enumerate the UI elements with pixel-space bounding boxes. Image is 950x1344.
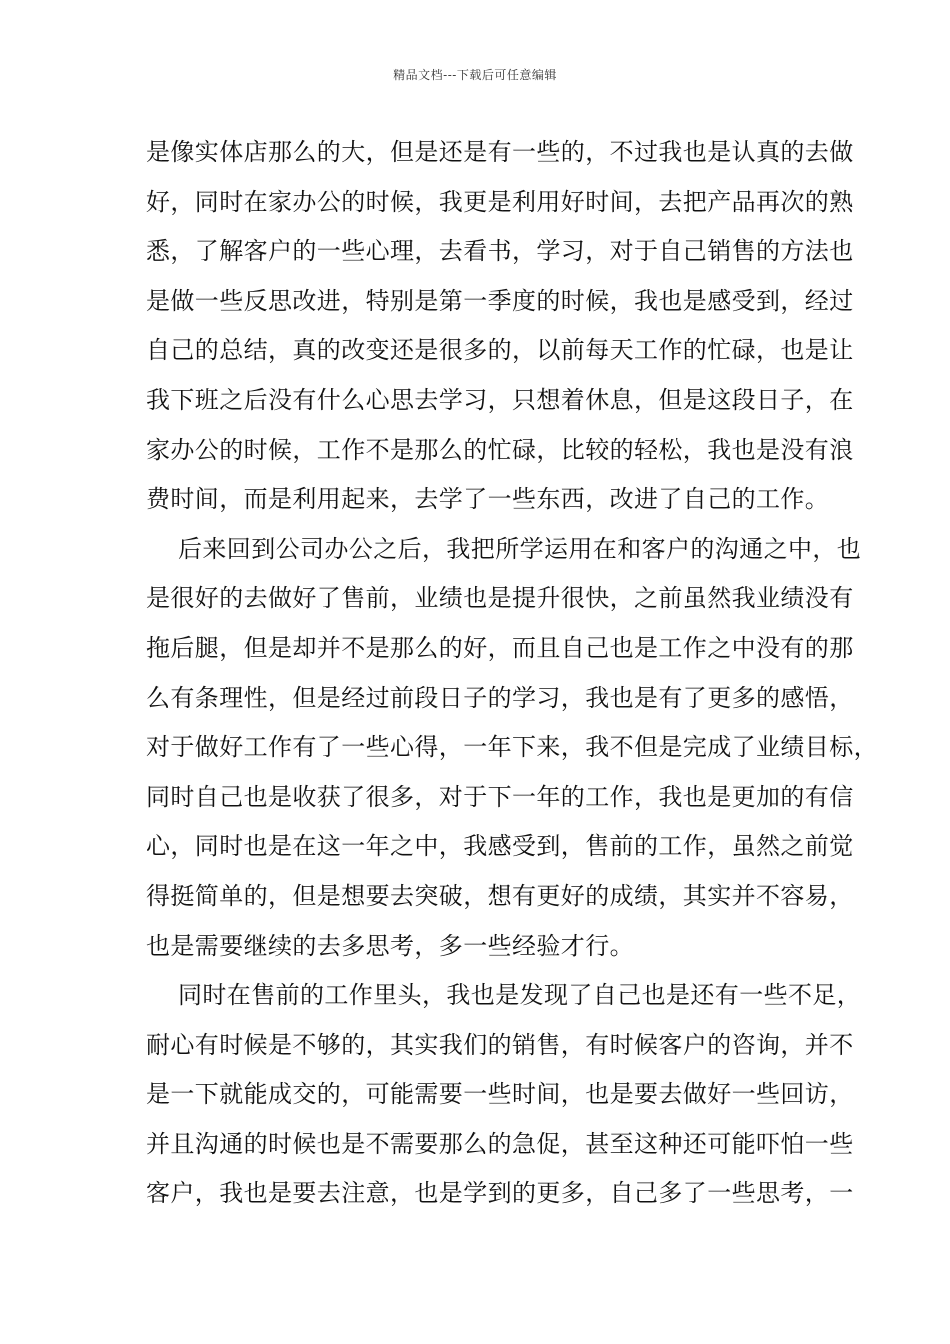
text-line: 么有条理性，但是经过前段日子的学习，我也是有了更多的感悟， (146, 683, 854, 712)
paragraph-first-line: 同时在售前的工作里头，我也是发现了自己也是还有一些不足， (178, 981, 862, 1010)
text-line: 是很好的去做好了售前，业绩也是提升很快，之前虽然我业绩没有 (146, 584, 854, 613)
text-line: 对于做好工作有了一些心得，一年下来，我不但是完成了业绩目标， (146, 733, 878, 762)
text-line: 拖后腿，但是却并不是那么的好，而且自己也是工作之中没有的那 (146, 633, 854, 662)
text-line: 并且沟通的时候也是不需要那么的急促，甚至这种还可能吓怕一些 (146, 1129, 854, 1158)
text-line: 家办公的时候，工作不是那么的忙碌，比较的轻松，我也是没有浪 (146, 435, 854, 464)
text-line: 是一下就能成交的，可能需要一些时间，也是要去做好一些回访， (146, 1080, 854, 1109)
text-line: 心，同时也是在这一年之中，我感受到，售前的工作，虽然之前觉 (146, 832, 854, 861)
text-line: 好，同时在家办公的时候，我更是利用好时间，去把产品再次的熟 (146, 187, 854, 216)
text-line: 是做一些反思改进，特别是第一季度的时候，我也是感受到，经过 (146, 286, 854, 315)
text-line: 自己的总结，真的改变还是很多的，以前每天工作的忙碌，也是让 (146, 336, 854, 365)
text-line: 客户，我也是要去注意，也是学到的更多，自己多了一些思考，一 (146, 1179, 854, 1208)
text-line: 耐心有时候是不够的，其实我们的销售，有时候客户的咨询，并不 (146, 1030, 854, 1059)
page-header: 精品文档---下载后可任意编辑 (393, 68, 557, 82)
text-line: 悉，了解客户的一些心理，去看书，学习，对于自己销售的方法也 (146, 237, 854, 266)
text-line: 我下班之后没有什么心思去学习，只想着休息，但是这段日子，在 (146, 385, 854, 414)
text-line: 费时间，而是利用起来，去学了一些东西，改进了自己的工作。 (146, 485, 830, 514)
document-body (146, 128, 878, 1219)
text-line: 得挺简单的，但是想要去突破，想有更好的成绩，其实并不容易， (146, 881, 854, 910)
text-line: 同时自己也是收获了很多，对于下一年的工作，我也是更加的有信 (146, 782, 854, 811)
paragraph-first-line: 后来回到公司办公之后，我把所学运用在和客户的沟通之中，也 (178, 534, 862, 563)
text-line: 也是需要继续的去多思考，多一些经验才行。 (146, 931, 634, 960)
text-line: 是像实体店那么的大，但是还是有一些的，不过我也是认真的去做 (146, 138, 854, 166)
